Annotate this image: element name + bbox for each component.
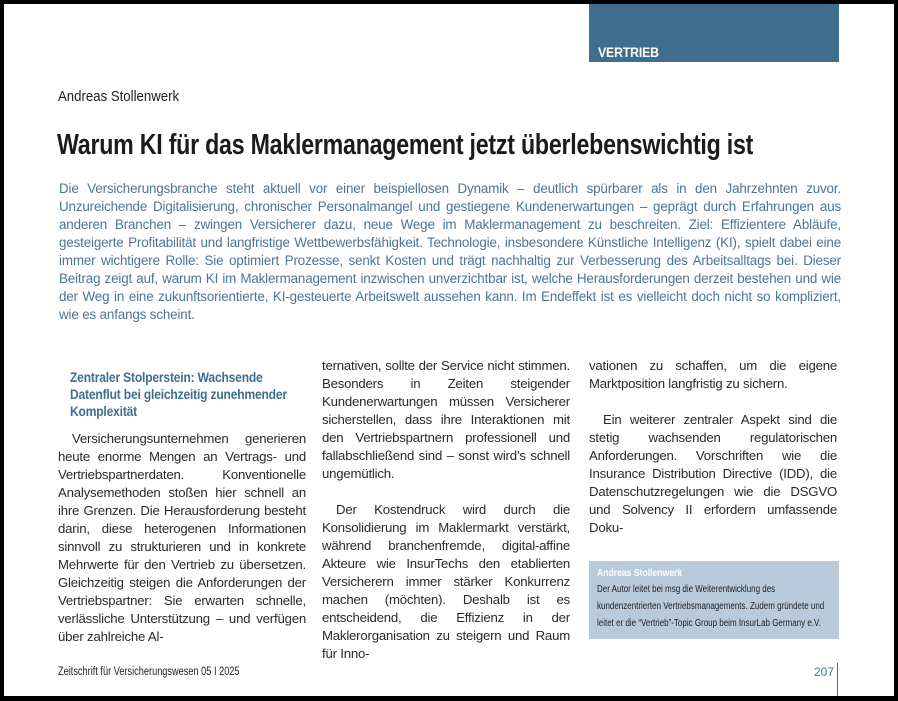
- body-paragraph: vationen zu schaffen, um die eigene Marktposition langfristig zu sichern.: [589, 358, 837, 391]
- author-byline: Andreas Stollenwerk: [58, 88, 180, 105]
- body-paragraph: Versicherungsunternehmen generieren heute enorme Mengen an Vertrags- und Vertriebspartnerdaten. Konventionelle Analysemethoden stoßen hier schnell an ihre Grenzen. Die Herausforderung besteht darin, diese heterogenen Informationen sinnvoll zu strukturieren und in konkrete Mehrwerte für den Vertrieb zu übersetzen. Gleichzeitig steigen die Anforderungen der Vertriebspartner: Sie erwarten schnelle, verlässliche Unterstützung – und verfügen über zahlreiche Al-: [58, 431, 306, 644]
- section-tab: [589, 4, 839, 62]
- subheading: Zentraler Stolperstein: Wachsende Datenflut bei gleichzeitig zunehmender Komplexität: [70, 369, 287, 419]
- body-paragraph: ternativen, sollte der Service nicht stimmen. Besonders in Zeiten steigender Kundenerwartungen müssen Versicherer sicherstellen, dass ihre Interaktionen mit den Vertriebspartnern professionell und fallabschließend sind – sonst wird’s schnell ungemütlich.: [322, 358, 570, 481]
- section-label: VERTRIEB: [598, 44, 659, 60]
- magazine-page: [4, 4, 894, 696]
- body-paragraph: Der Kostendruck wird durch die Konsolidierung im Maklermarkt verstärkt, während branchenfremde, digital-affine Akteure wie InsurTechs den etablierten Versicherern immer stärker Konkurrenz machen (möchten). Deshalb ist es entscheidend, die Effizienz in der Maklerorganisation zu steigern und Raum für Inno-: [322, 502, 570, 661]
- article-lead: Die Versicherungsbranche steht aktuell vor einer beispiellosen Dynamik – deutlich spürbarer als in den Jahrzehnten zuvor. Unzureichende Digitalisierung, chronischer Personalmangel und gestiegene Kundenerwartungen – geprägt durch Erfahrungen aus anderen Branchen – zwingen Versicherer dazu, neue Wege im Maklermanagement zu beschreiten. Ziel: Effizientere Abläufe, gesteigerte Profitabilität und langfristige Wettbewerbsfähigkeit. Technologie, insbesondere Künstliche Intelligenz (KI), spielt dabei eine immer wichtigere Rolle: Sie optimiert Prozesse, senkt Kosten und trägt nachhaltig zur Verbesserung des Arbeitsalltags bei. Dieser Beitrag zeigt auf, warum KI im Maklermanagement inzwischen unverzichtbar ist, welche Herausforderungen derzeit bestehen und wie der Weg in eine zukunftsorientierte, KI-gesteuerte Arbeitswelt aussehen kann. Im Endeffekt ist es vielleicht doch nicht so kompliziert, wie es anfangs scheint.: [59, 181, 841, 322]
- body-column-3: [589, 357, 837, 537]
- body-paragraph: Ein weiterer zentraler Aspekt sind die stetig wachsenden regulatorischen Anforderungen. Vorschriften wie die Insurance Distribution Directive (IDD), die Datenschutzregelungen wie die DSGVO und Solvency II erfordern umfassende Doku-: [589, 412, 837, 535]
- footer-journal-title: Zeitschrift für Versicherungswesen 05 I 2025: [58, 666, 240, 678]
- page-number: 207: [813, 665, 834, 679]
- bio-author-name: Andreas Stollenwerk: [597, 567, 683, 579]
- bio-text: Der Autor leitet bei msg die Weiterentwicklung des kundenzentrierten Vertriebsmanagements. Zudem gründete und leitet er die “Vertrieb”-Topic Group beim InsurLab Germany e.V.: [597, 584, 825, 629]
- author-bio-box: [589, 561, 839, 639]
- article-title: Warum KI für das Maklermanagement jetzt überlebenswichtig ist: [57, 129, 754, 161]
- body-column-1: [58, 357, 306, 646]
- page-number-rule: [837, 663, 838, 696]
- body-column-2: [322, 357, 570, 663]
